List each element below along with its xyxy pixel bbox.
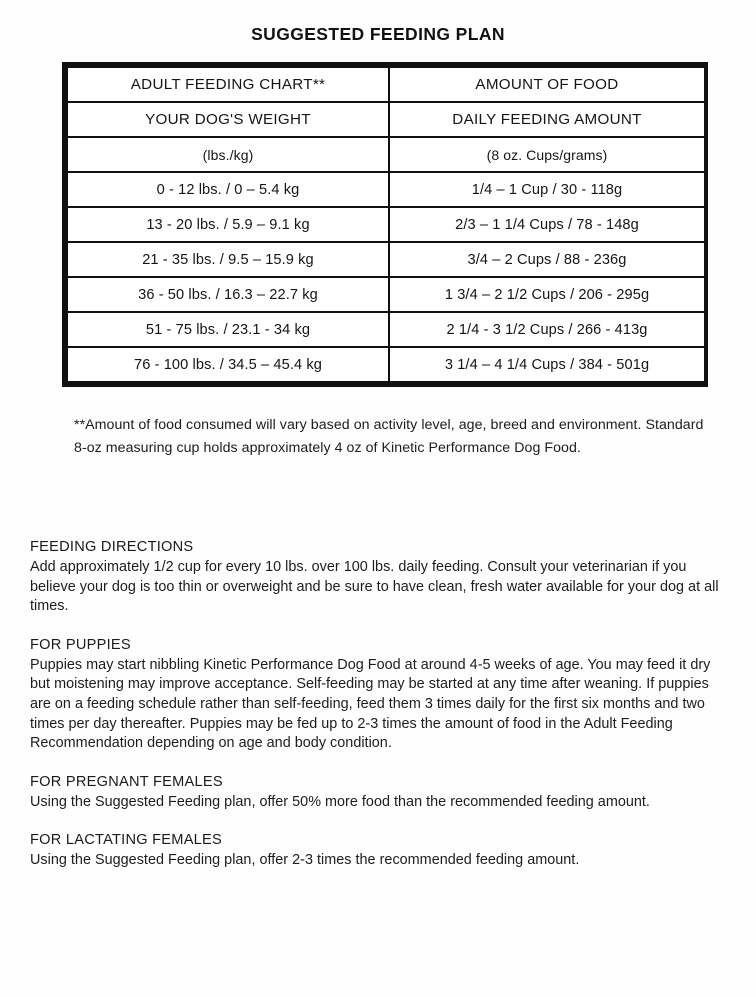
subheader-cell-daily-feeding-amount: DAILY FEEDING AMOUNT (389, 102, 705, 137)
section-paragraph: Add approximately 1/2 cup for every 10 lbs. over 100 lbs. daily feeding. Consult your veterinarian if you believe your dog is too thin or overweight and be sure to have clean, fresh water available for your dog at all times. (30, 559, 719, 615)
section-heading: FOR PREGNANT FEMALES (30, 773, 223, 790)
table-row (67, 172, 705, 207)
table-row (67, 207, 705, 242)
cell-weight-range: 13 - 20 lbs. / 5.9 – 9.1 kg (67, 207, 389, 242)
table-row (67, 277, 705, 312)
table-row (67, 312, 705, 347)
table-footnote: **Amount of food consumed will vary based on activity level, age, breed and environment. Standard 8-oz measuring cup holds approximately 4 oz of Kinetic Performance Dog Food. (74, 417, 704, 456)
cell-feeding-amount: 2 1/4 - 3 1/2 Cups / 266 - 413g (389, 312, 705, 347)
cell-weight-range: 21 - 35 lbs. / 9.5 – 15.9 kg (67, 242, 389, 277)
section-paragraph: Puppies may start nibbling Kinetic Performance Dog Food at around 4-5 weeks of age. You may feed it dry but moistening may improve acceptance. Self-feeding may be started at any time after weaning. If puppies are on a feeding schedule rather than self-feeding, feed them 3 times daily for the first six months and two times per day thereafter. Puppies may be fed up to 2-3 times the amount of food in the Adult Feeding Recommendation depending on age and body condition. (30, 656, 711, 752)
header-cell-amount-of-food: AMOUNT OF FOOD (389, 67, 705, 102)
section-body (30, 793, 730, 813)
cell-feeding-amount: 1/4 – 1 Cup / 30 - 118g (389, 172, 705, 207)
cell-weight-range: 0 - 12 lbs. / 0 – 5.4 kg (67, 172, 389, 207)
section-feeding-directions (30, 538, 730, 617)
adult-feeding-chart-table (62, 62, 708, 387)
section-body (30, 656, 730, 754)
section-heading: FOR PUPPIES (30, 636, 131, 653)
cell-weight-range: 36 - 50 lbs. / 16.3 – 22.7 kg (67, 277, 389, 312)
table-row (67, 347, 705, 382)
instructions-sections (30, 538, 730, 871)
cell-feeding-amount: 3 1/4 – 4 1/4 Cups / 384 - 501g (389, 347, 705, 382)
cell-feeding-amount: 3/4 – 2 Cups / 88 - 236g (389, 242, 705, 277)
cell-weight-range: 51 - 75 lbs. / 23.1 - 34 kg (67, 312, 389, 347)
units-cell-amount: (8 oz. Cups/grams) (389, 137, 705, 172)
header-cell-adult-feeding-chart: ADULT FEEDING CHART** (67, 67, 389, 102)
section-paragraph: Using the Suggested Feeding plan, offer 50% more food than the recommended feeding amount. (30, 793, 650, 810)
cell-weight-range: 76 - 100 lbs. / 34.5 – 45.4 kg (67, 347, 389, 382)
subheader-cell-dog-weight: YOUR DOG'S WEIGHT (67, 102, 389, 137)
section-body (30, 851, 730, 871)
section-body (30, 558, 730, 617)
section-for-pregnant-females (30, 773, 730, 813)
page-title: SUGGESTED FEEDING PLAN (251, 24, 505, 44)
section-for-puppies (30, 636, 730, 754)
section-heading: FOR LACTATING FEMALES (30, 832, 223, 849)
cell-feeding-amount: 2/3 – 1 1/4 Cups / 78 - 148g (389, 207, 705, 242)
section-heading: FEEDING DIRECTIONS (30, 539, 194, 555)
table-units-row (67, 137, 705, 172)
section-for-lactating-females (30, 831, 730, 871)
units-cell-weight: (lbs./kg) (67, 137, 389, 172)
cell-feeding-amount: 1 3/4 – 2 1/2 Cups / 206 - 295g (389, 277, 705, 312)
section-paragraph: Using the Suggested Feeding plan, offer 2-3 times the recommended feeding amount. (30, 852, 580, 869)
feeding-table-body (67, 67, 705, 382)
table-subheader-row (67, 102, 705, 137)
table-header-row (67, 67, 705, 102)
table-row (67, 242, 705, 277)
